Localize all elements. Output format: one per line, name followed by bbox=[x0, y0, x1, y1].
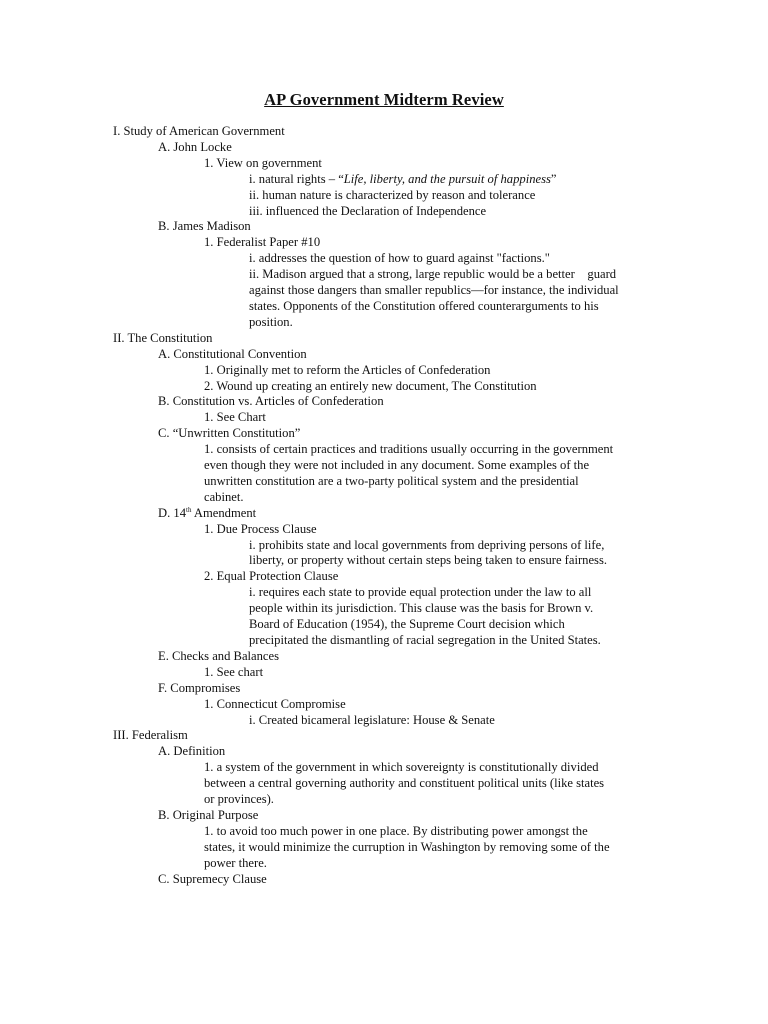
outline-text: F. Compromises bbox=[158, 680, 241, 695]
outline-text: A. Definition bbox=[158, 744, 226, 759]
outline-line bbox=[204, 442, 768, 458]
outline-text: E. Checks and Balances bbox=[158, 648, 279, 663]
outline-text: B. James Madison bbox=[158, 219, 251, 234]
outline-text: 1. See Chart bbox=[204, 410, 266, 425]
outline-text: 1. See chart bbox=[204, 664, 264, 679]
outline-text: states. Opponents of the Constitution offered counterarguments to his bbox=[249, 298, 599, 313]
outline-text: i. Created bicameral legislature: House & Senate bbox=[249, 712, 495, 727]
outline-text: precipitated the dismantling of racial segregation in the United States. bbox=[249, 633, 601, 647]
outline-line bbox=[204, 856, 768, 872]
outline-line bbox=[204, 760, 768, 776]
outline-line bbox=[113, 728, 768, 744]
outline-text: 1. Federalist Paper #10 bbox=[204, 235, 321, 250]
outline-line bbox=[204, 840, 768, 856]
outline-text-suffix: ” bbox=[550, 171, 557, 186]
outline-text: position. bbox=[249, 314, 293, 329]
outline-text: A. Constitutional Convention bbox=[158, 346, 307, 361]
outline-text-suffix: Amendment bbox=[191, 505, 257, 520]
outline-line bbox=[204, 235, 768, 251]
outline-text: B. Constitution vs. Articles of Confederation bbox=[158, 394, 384, 409]
outline-line bbox=[158, 219, 768, 235]
outline-text: people within its jurisdiction. This clause was the basis for Brown v. bbox=[249, 601, 594, 616]
outline-text: B. Original Purpose bbox=[158, 807, 259, 822]
outline-line bbox=[249, 299, 768, 315]
outline-line bbox=[249, 617, 768, 633]
outline-text: C. “Unwritten Constitution” bbox=[158, 426, 301, 441]
outline-text: 1. to avoid too much power in one place. By distributing power amongst the bbox=[204, 823, 588, 838]
outline-text: 1. Originally met to reform the Articles of Confederation bbox=[204, 362, 491, 377]
outline-line bbox=[249, 251, 768, 267]
outline-text: against those dangers than smaller republics—for instance, the individual bbox=[249, 283, 619, 298]
outline-line bbox=[204, 410, 768, 426]
outline-text: i. requires each state to provide equal protection under the law to all bbox=[249, 585, 592, 600]
outline-text: liberty, or property without certain steps being taken to ensure fairness. bbox=[249, 553, 607, 568]
outline-line bbox=[249, 172, 768, 188]
outline-text: i. prohibits state and local governments from depriving persons of life, bbox=[249, 537, 605, 552]
outline-line bbox=[158, 506, 768, 522]
outline-line bbox=[204, 665, 768, 681]
outline-line bbox=[113, 124, 768, 140]
outline-text: i. natural rights – “ bbox=[249, 171, 344, 186]
outline-text: 1. consists of certain practices and traditions usually occurring in the government bbox=[204, 442, 614, 457]
outline-line bbox=[204, 458, 768, 474]
outline-line bbox=[158, 744, 768, 760]
outline-text: I. Study of American Government bbox=[113, 124, 285, 138]
outline-line bbox=[204, 522, 768, 538]
outline-text: i. addresses the question of how to guard against "factions." bbox=[249, 251, 550, 266]
outline-line bbox=[249, 538, 768, 554]
outline-text: II. The Constitution bbox=[113, 330, 213, 345]
outline-line bbox=[113, 331, 768, 347]
outline-line bbox=[204, 776, 768, 792]
outline-line bbox=[204, 474, 768, 490]
outline-line bbox=[249, 601, 768, 617]
outline-line bbox=[249, 585, 768, 601]
outline-line bbox=[249, 713, 768, 729]
outline-line bbox=[204, 363, 768, 379]
outline-line bbox=[204, 792, 768, 808]
outline-line bbox=[249, 267, 768, 283]
outline-text: between a central governing authority and constituent political units (like states bbox=[204, 776, 605, 791]
outline-text: cabinet. bbox=[204, 489, 244, 504]
outline-text: states, it would minimize the curruption in Washington by removing some of the bbox=[204, 839, 610, 854]
outline-line bbox=[158, 347, 768, 363]
outline-line bbox=[158, 808, 768, 824]
outline-line bbox=[204, 824, 768, 840]
outline-line bbox=[249, 204, 768, 220]
outline-text: power there. bbox=[204, 855, 267, 870]
outline-line bbox=[249, 283, 768, 299]
outline-line bbox=[249, 315, 768, 331]
outline-line bbox=[249, 553, 768, 569]
outline-text: 1. View on government bbox=[204, 155, 322, 170]
outline-text: 1. Due Process Clause bbox=[204, 521, 317, 536]
outline-text: even though they were not included in any document. Some examples of the bbox=[204, 458, 590, 473]
outline-text: 2. Wound up creating an entirely new document, The Constitution bbox=[204, 378, 537, 393]
outline-line bbox=[158, 140, 768, 156]
outline-line bbox=[249, 633, 768, 649]
outline-line bbox=[158, 649, 768, 665]
outline-text: 1. a system of the government in which sovereignty is constitutionally divided bbox=[204, 760, 599, 775]
outline-line bbox=[249, 188, 768, 204]
outline-line bbox=[204, 697, 768, 713]
outline-text: Board of Education (1954), the Supreme Court decision which bbox=[249, 617, 565, 632]
outline-text: III. Federalism bbox=[113, 728, 188, 743]
outline-line bbox=[158, 426, 768, 442]
outline-text: D. 14 bbox=[158, 505, 186, 520]
superscript: th bbox=[186, 505, 192, 514]
outline-text: ii. Madison argued that a strong, large republic would be a better guard bbox=[249, 267, 617, 282]
document-title: AP Government Midterm Review bbox=[264, 90, 504, 109]
outline-line bbox=[158, 681, 768, 697]
outline-line bbox=[204, 490, 768, 506]
outline-text: iii. influenced the Declaration of Independence bbox=[249, 203, 487, 218]
outline-line bbox=[158, 394, 768, 410]
outline-text: or provinces). bbox=[204, 792, 274, 807]
outline-line bbox=[204, 379, 768, 395]
outline-text: unwritten constitution are a two-party political system and the presidential bbox=[204, 473, 579, 488]
outline-text: ii. human nature is characterized by reason and tolerance bbox=[249, 187, 536, 202]
outline-text: C. Supremecy Clause bbox=[158, 871, 267, 886]
italic-quote: Life, liberty, and the pursuit of happiness bbox=[343, 171, 551, 186]
outline-line bbox=[158, 872, 768, 888]
review-outline bbox=[0, 124, 768, 888]
outline-text: 2. Equal Protection Clause bbox=[204, 569, 339, 584]
outline-text: A. John Locke bbox=[158, 139, 232, 154]
outline-line bbox=[204, 569, 768, 585]
outline-line bbox=[204, 156, 768, 172]
outline-text: 1. Connecticut Compromise bbox=[204, 696, 346, 711]
